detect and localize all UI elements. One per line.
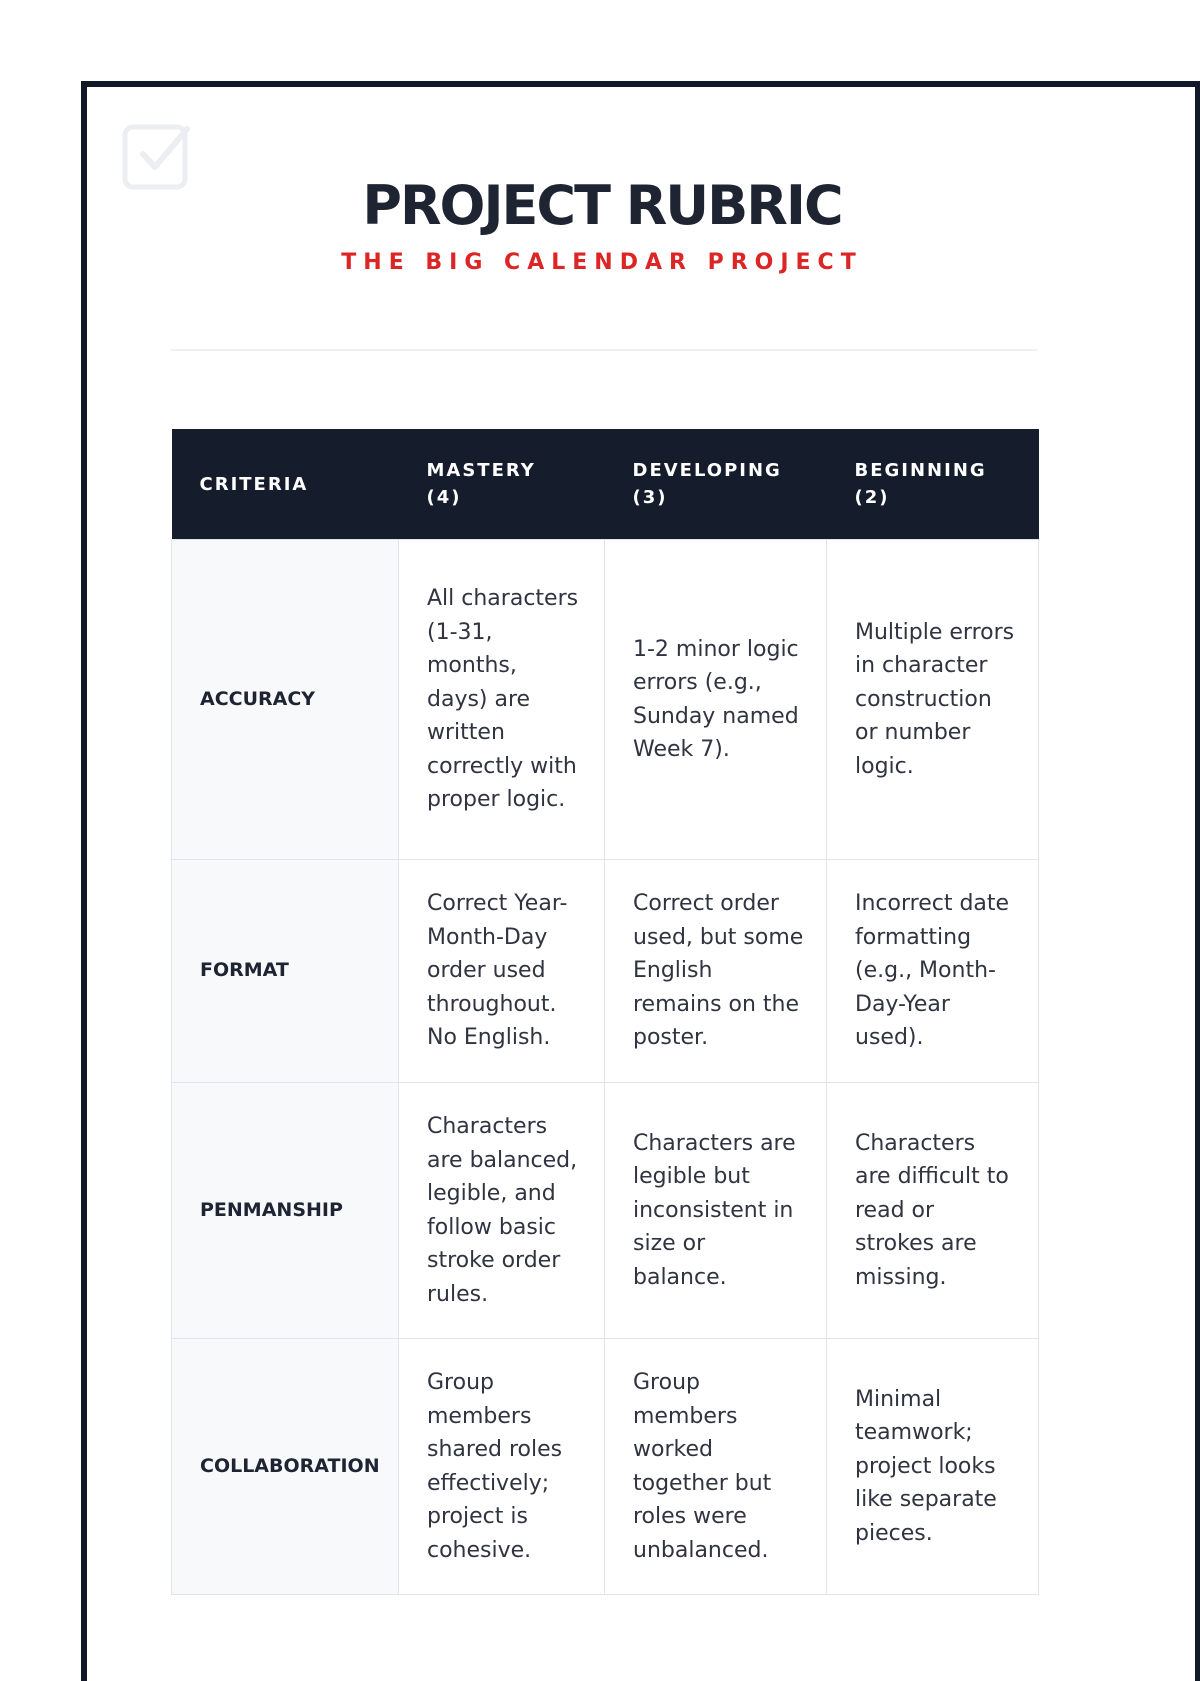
developing-cell: Correct order used, but some English remains on the poster. [605, 860, 827, 1083]
column-header-label: MASTERY [426, 460, 536, 481]
column-header-label: BEGINNING [854, 460, 987, 481]
table-row [172, 1083, 1039, 1339]
developing-cell: Group members worked together but roles were unbalanced. [605, 1339, 827, 1595]
column-header-score: (3) [632, 487, 668, 508]
beginning-cell: Multiple errors in character construction or number logic. [827, 540, 1039, 860]
page-title: PROJECT RUBRIC [362, 174, 842, 237]
beginning-cell: Incorrect date formatting (e.g., Month-Day-Year used). [827, 860, 1039, 1083]
mastery-cell: Characters are balanced, legible, and follow basic stroke order rules. [399, 1083, 605, 1339]
column-header-label: CRITERIA [199, 473, 309, 495]
criteria-cell: FORMAT [172, 860, 399, 1083]
table-header [172, 429, 1039, 540]
beginning-cell: Characters are difficult to read or strokes are missing. [827, 1083, 1039, 1339]
mastery-cell: All characters (1-31, months, days) are written correctly with proper logic. [399, 540, 605, 860]
table-row [172, 860, 1039, 1083]
criteria-cell: ACCURACY [172, 540, 399, 860]
criteria-cell: COLLABORATION [172, 1339, 399, 1595]
column-header-developing [605, 429, 827, 540]
criteria-cell: PENMANSHIP [172, 1083, 399, 1339]
page-subtitle: THE BIG CALENDAR PROJECT [341, 250, 863, 275]
table-row [172, 540, 1039, 860]
header-divider [171, 349, 1037, 351]
rubric-table [171, 429, 1039, 1595]
developing-cell: 1-2 minor logic errors (e.g., Sunday named Week 7). [605, 540, 827, 860]
table-body [172, 540, 1039, 1595]
column-header-mastery [399, 429, 605, 540]
mastery-cell: Correct Year-Month-Day order used throughout. No English. [399, 860, 605, 1083]
column-header-label: DEVELOPING [632, 460, 782, 481]
beginning-cell: Minimal teamwork; project looks like separate pieces. [827, 1339, 1039, 1595]
column-header-score: (4) [426, 487, 462, 508]
developing-cell: Characters are legible but inconsistent in size or balance. [605, 1083, 827, 1339]
column-header-criteria [172, 429, 399, 540]
rubric-card-content [87, 87, 1117, 1681]
table-header-row [172, 429, 1039, 540]
mastery-cell: Group members shared roles effectively; project is cohesive. [399, 1339, 605, 1595]
column-header-score: (2) [854, 487, 890, 508]
table-row [172, 1339, 1039, 1595]
rubric-card [81, 81, 1200, 1681]
column-header-beginning [827, 429, 1039, 540]
